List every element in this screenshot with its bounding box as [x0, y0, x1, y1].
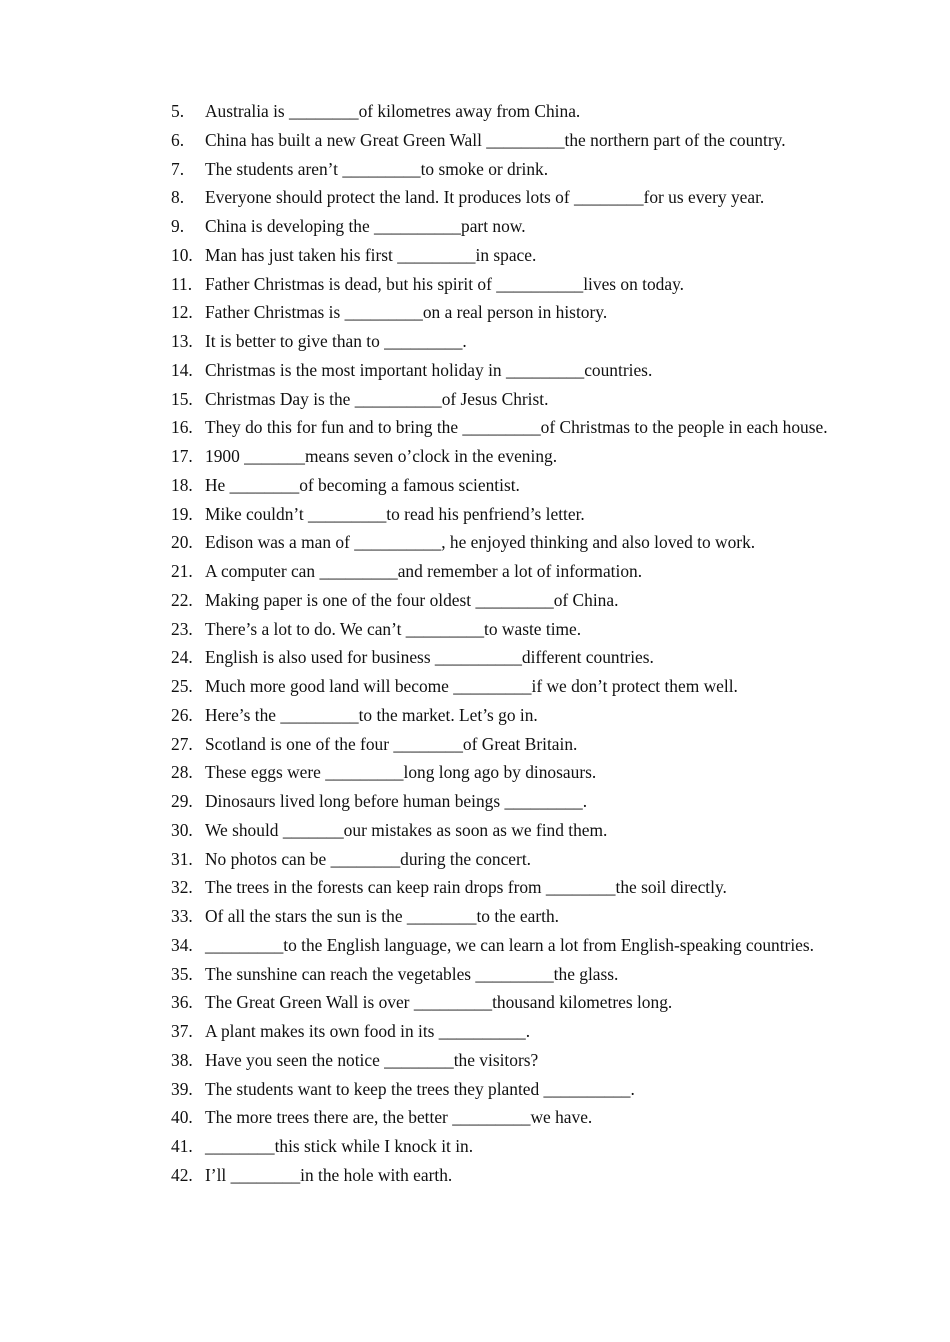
- question-text: Scotland is one of the four ________of Great Britain.: [205, 733, 578, 754]
- question-text: ________this stick while I knock it in.: [205, 1136, 474, 1156]
- question-text: Here’s the _________to the market. Let’s go in.: [205, 704, 538, 725]
- question-number: 20.: [171, 532, 193, 553]
- question-number: 8.: [171, 187, 185, 208]
- question-text: Australia is ________of kilometres away from China.: [205, 101, 581, 121]
- question-number: 15.: [171, 388, 193, 409]
- question-item: [171, 413, 856, 442]
- question-text: The Great Green Wall is over _________thousand kilometres long.: [205, 992, 673, 1013]
- question-text: A computer can _________and remember a lot of information.: [205, 561, 643, 581]
- question-text: Mike couldn’t _________to read his penfriend’s letter.: [205, 503, 585, 524]
- question-text: The sunshine can reach the vegetables _________the glass.: [205, 963, 619, 984]
- question-item: [171, 873, 856, 902]
- question-text: Of all the stars the sun is the ________to the earth.: [205, 906, 560, 926]
- question-number: 23.: [171, 618, 193, 639]
- question-text: It is better to give than to _________.: [205, 331, 467, 351]
- question-item: [171, 1075, 856, 1104]
- question-text: Have you seen the notice ________the visitors?: [205, 1049, 539, 1070]
- question-text: We should _______our mistakes as soon as we find them.: [205, 819, 608, 840]
- question-number: 27.: [171, 733, 193, 754]
- question-item: [171, 643, 856, 672]
- question-list: [171, 97, 856, 1190]
- question-text: They do this for fun and to bring the _________of Christmas to the people in each house.: [205, 417, 828, 438]
- question-number: 33.: [171, 906, 193, 926]
- question-item: [171, 1161, 856, 1190]
- question-text: _________to the English language, we can learn a lot from English-speaking countries.: [205, 934, 815, 955]
- question-number: 34.: [171, 934, 193, 955]
- question-text: Making paper is one of the four oldest _________of China.: [205, 589, 619, 610]
- question-text: English is also used for business __________different countries.: [205, 647, 654, 668]
- question-text: Father Christmas is dead, but his spirit of __________lives on today.: [205, 273, 685, 294]
- question-number: 14.: [171, 359, 193, 380]
- question-text: Dinosaurs lived long before human beings _________.: [205, 791, 588, 811]
- question-item: [171, 758, 856, 787]
- question-item: [171, 845, 856, 874]
- question-item: [171, 298, 856, 327]
- question-item: [171, 816, 856, 845]
- question-item: [171, 672, 856, 701]
- question-text: I’ll ________in the hole with earth.: [205, 1164, 453, 1185]
- question-item: [171, 385, 856, 414]
- question-number: 39.: [171, 1078, 193, 1099]
- question-number: 38.: [171, 1049, 193, 1070]
- question-text: He ________of becoming a famous scientist.: [205, 474, 520, 495]
- question-item: [171, 212, 856, 241]
- question-number: 21.: [171, 561, 193, 581]
- question-number: 13.: [171, 331, 193, 351]
- question-text: A plant makes its own food in its __________.: [205, 1021, 531, 1041]
- question-item: [171, 327, 856, 356]
- question-item: [171, 730, 856, 759]
- question-item: [171, 500, 856, 529]
- question-number: 41.: [171, 1136, 193, 1156]
- question-item: [171, 442, 856, 471]
- question-item: [171, 356, 856, 385]
- question-text: China has built a new Great Green Wall _________the northern part of the country.: [205, 129, 786, 150]
- question-text: No photos can be ________during the concert.: [205, 848, 531, 869]
- question-number: 17.: [171, 446, 193, 466]
- question-item: [171, 270, 856, 299]
- question-number: 24.: [171, 647, 193, 668]
- question-number: 6.: [171, 129, 185, 150]
- question-item: [171, 931, 856, 960]
- question-text: Much more good land will become _________if we don’t protect them well.: [205, 676, 738, 696]
- question-text: Christmas Day is the __________of Jesus Christ.: [205, 388, 549, 409]
- question-text: 1900 _______means seven o’clock in the evening.: [205, 446, 558, 466]
- question-item: [171, 960, 856, 989]
- question-item: [171, 1103, 856, 1132]
- question-text: The students aren’t _________to smoke or drink.: [205, 158, 549, 179]
- question-number: 36.: [171, 992, 193, 1013]
- question-text: Everyone should protect the land. It produces lots of ________for us every year.: [205, 187, 765, 208]
- question-number: 22.: [171, 589, 193, 610]
- question-text: Edison was a man of __________, he enjoyed thinking and also loved to work.: [205, 532, 756, 553]
- question-item: [171, 183, 856, 212]
- question-item: [171, 155, 856, 184]
- question-number: 18.: [171, 474, 193, 495]
- question-number: 37.: [171, 1021, 193, 1041]
- question-text: Man has just taken his first _________in space.: [205, 244, 537, 265]
- question-number: 5.: [171, 101, 185, 121]
- question-number: 31.: [171, 848, 193, 869]
- question-number: 29.: [171, 791, 193, 811]
- question-text: Father Christmas is _________on a real person in history.: [205, 302, 608, 323]
- question-item: [171, 988, 856, 1017]
- question-number: 32.: [171, 877, 193, 898]
- question-number: 30.: [171, 819, 193, 840]
- question-number: 11.: [171, 273, 193, 294]
- question-number: 35.: [171, 963, 193, 984]
- question-item: [171, 1017, 856, 1046]
- question-number: 7.: [171, 158, 185, 179]
- question-text: China is developing the __________part now.: [205, 216, 526, 236]
- question-number: 26.: [171, 704, 193, 725]
- question-item: [171, 126, 856, 155]
- question-text: Christmas is the most important holiday in _________countries.: [205, 359, 653, 380]
- question-item: [171, 97, 856, 126]
- question-item: [171, 1046, 856, 1075]
- question-number: 19.: [171, 503, 193, 524]
- question-item: [171, 701, 856, 730]
- question-item: [171, 787, 856, 816]
- question-item: [171, 586, 856, 615]
- question-number: 40.: [171, 1107, 193, 1128]
- question-item: [171, 528, 856, 557]
- question-text: The more trees there are, the better _________we have.: [205, 1107, 593, 1128]
- question-item: [171, 471, 856, 500]
- question-text: There’s a lot to do. We can’t _________to waste time.: [205, 618, 582, 639]
- question-item: [171, 557, 856, 586]
- question-number: 10.: [171, 244, 193, 265]
- question-text: The students want to keep the trees they planted __________.: [205, 1078, 635, 1099]
- question-number: 12.: [171, 302, 193, 323]
- question-text: These eggs were _________long long ago by dinosaurs.: [205, 762, 597, 783]
- question-item: [171, 241, 856, 270]
- question-number: 9.: [171, 216, 185, 236]
- question-number: 25.: [171, 676, 193, 696]
- question-number: 28.: [171, 762, 193, 783]
- question-item: [171, 1132, 856, 1161]
- question-item: [171, 902, 856, 931]
- question-number: 16.: [171, 417, 193, 438]
- question-number: 42.: [171, 1164, 193, 1185]
- question-text: The trees in the forests can keep rain drops from ________the soil directly.: [205, 877, 727, 898]
- question-item: [171, 615, 856, 644]
